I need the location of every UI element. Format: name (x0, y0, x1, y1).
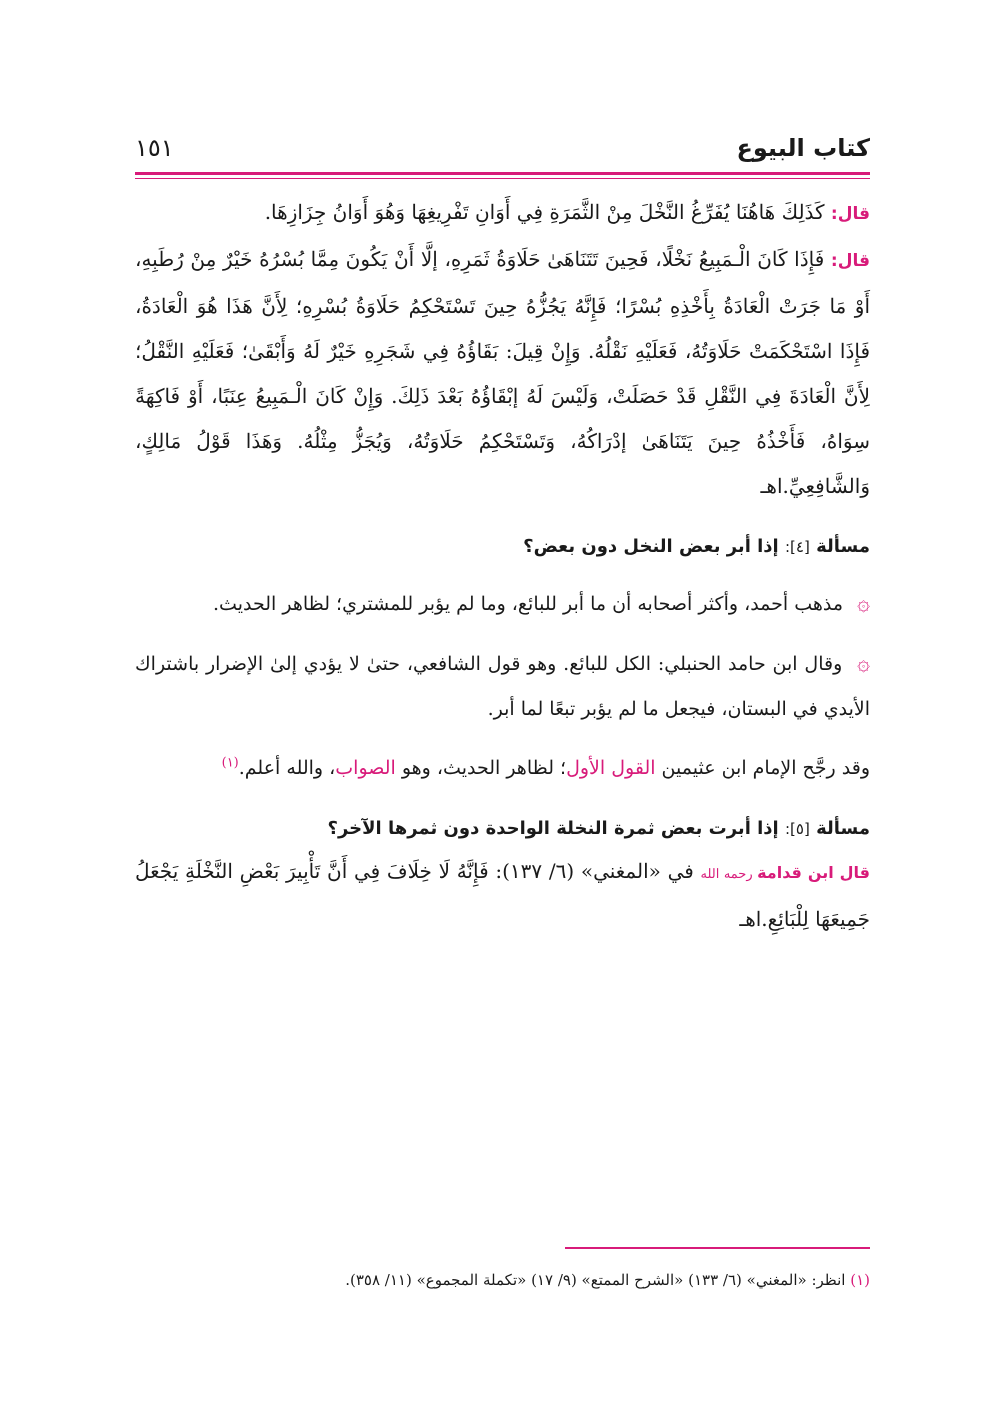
honorific: رحمه الله (700, 867, 758, 882)
bullet-item-2-text: وقال ابن حامد الحنبلي: الكل للبائع. وهو قول الشافعي، حتىٰ لا يؤدي إلىٰ الإضرار باشتراك الأيدي في البستان، فيجعل ما لم يؤبر تبعًا لما أبر. (135, 653, 870, 720)
masala-5-heading (135, 809, 870, 849)
bullet-item-1 (135, 581, 870, 627)
qal-label: قال: (830, 251, 870, 271)
footnote-separator (565, 1247, 870, 1249)
footnote-ref[interactable]: (١) (221, 755, 239, 771)
spacer (135, 732, 870, 746)
paragraph-2 (135, 237, 870, 509)
bullet-item-2 (135, 641, 870, 732)
tarjih-mid: ؛ لظاهر الحديث، وهو (395, 757, 567, 779)
spacer (135, 791, 870, 809)
paragraph-2-text: فَإِذَا كَانَ الْـمَبِيعُ نَخْلًا، فَحِينَ تَتَنَاهَىٰ حَلَاوَةُ ثَمَرِهِ، إلَّا أَنْ يَكُونَ مِمَّا بُسْرُهُ خَيْرٌ مِنْ رُطَبِهِ، أَوْ مَا جَرَتْ الْعَادَةُ بِأَخْذِهِ بُسْرًا؛ فَإِنَّهُ يَجُزُّهُ حِينَ تَسْتَحْكِمُ حَلَاوَةُ بُسْرِهِ؛ لِأَنَّ هَذَا هُوَ الْعَادَةُ، فَإِذَا اسْتَحْكَمَتْ حَلَاوَتُهُ، فَعَلَيْهِ نَقْلُهُ. وَإِنْ قِيلَ: بَقَاؤُهُ فِي شَجَرِهِ خَيْرٌ لَهُ وَأَبْقَىٰ؛ فَعَلَيْهِ النَّقْلُ؛ لِأَنَّ الْعَادَةَ فِي النَّقْلِ قَدْ حَصَلَتْ، وَلَيْسَ لَهُ إبْقَاؤُهُ بَعْدَ ذَلِكَ. وَإِنْ كَانَ الْـمَبِيعُ عِنَبًا، أَوْ فَاكِهَةً سِوَاهُ، فَأَخْذُهُ حِينَ يَتَنَاهَىٰ إدْرَاكُهُ، وَتَسْتَحْكِمُ حَلَاوَتُهُ، وَيُجَزُّ مِثْلُهُ. وَهَذَا قَوْلُ مَالِكٍ، وَالشَّافِعِيِّ.اهـ (135, 247, 871, 498)
header-rule-thick (135, 172, 870, 175)
masala-title: إذا أبرت بعض ثمرة النخلة الواحدة دون ثمرها الآخر؟ (327, 818, 785, 839)
masala-title: إذا أبر بعض النخل دون بعض؟ (523, 536, 785, 557)
footnote-number: (١) (850, 1271, 870, 1289)
book-title: كتاب البيوع (736, 134, 870, 162)
masala-prefix: مسألة (816, 536, 870, 557)
highlight-first-opinion: القول الأول (566, 757, 656, 779)
paragraph-1-text: كَذَلِكَ هَاهُنَا يُفَرِّغُ النَّخْلَ مِنْ الثَّمَرَةِ فِي أَوَانِ تَفْرِيغِهَا وَهُوَ أَوَانُ جِزَازِهَا. (264, 200, 831, 224)
footnote (135, 1266, 870, 1294)
highlight-correct: الصواب (335, 757, 396, 779)
paragraph-5 (135, 849, 870, 942)
author-name: قال ابن قدامة (757, 863, 870, 882)
qal-label: قال: (830, 204, 870, 224)
citation-prefix: في «المغني» (٦/ ١٣٧): (488, 859, 701, 883)
flower-bullet-icon: ۞ (857, 651, 870, 676)
masala-prefix: مسألة (816, 818, 870, 839)
paragraph-1 (135, 190, 870, 237)
spacer (135, 627, 870, 641)
masala-number: [٥]: (784, 820, 810, 838)
masala-number: [٤]: (784, 538, 810, 556)
main-content (135, 190, 870, 942)
flower-bullet-icon: ۞ (857, 591, 870, 616)
tarjih-paragraph (135, 746, 870, 791)
page-number: ١٥١ (135, 134, 174, 162)
bullet-item-1-text: مذهب أحمد، وأكثر أصحابه أن ما أبر للبائع، وما لم يؤبر للمشتري؛ لظاهر الحديث. (213, 593, 850, 615)
page-header (135, 126, 870, 170)
tarjih-pre: وقد رجَّح الإمام ابن عثيمين (655, 757, 870, 779)
spacer (135, 509, 870, 527)
spacer (135, 567, 870, 581)
tarjih-post: ، والله أعلم. (238, 757, 336, 779)
footnote-text: انظر: «المغني» (٦/ ١٣٣) «الشرح الممتع» (٩/ ١٧) «تكملة المجموع» (١١/ ٣٥٨). (345, 1271, 851, 1289)
header-rule-thin (135, 178, 870, 179)
masala-4-heading (135, 527, 870, 567)
quote-text: فَإِنَّهُ لَا خِلَافَ فِي أَنَّ تَأْبِيرَ بَعْضِ النَّخْلَةِ يَجْعَلُ جَمِيعَهَا لِلْبَائِعِ.اهـ (135, 859, 870, 931)
